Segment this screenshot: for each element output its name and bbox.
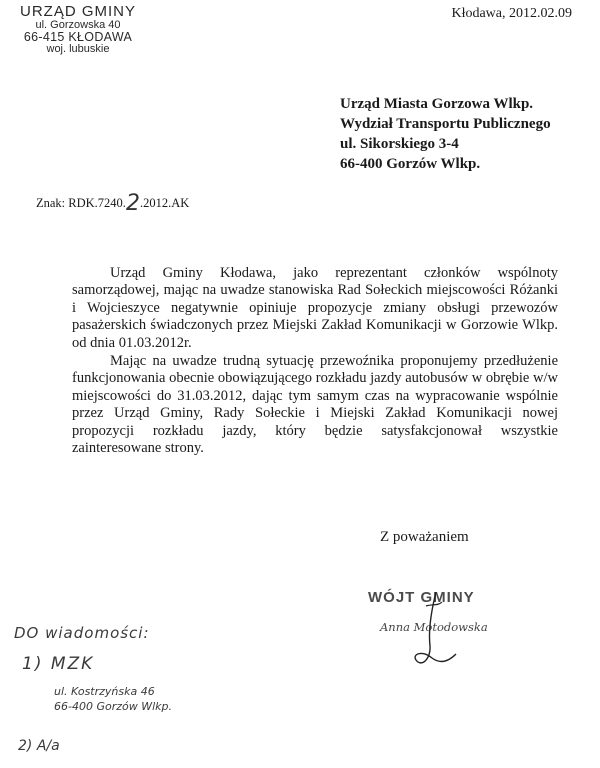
handnote-item-1: 1) MZK bbox=[22, 654, 95, 674]
reference-suffix: .2012.AK bbox=[139, 196, 190, 210]
handnote-item-2: 2) A/a bbox=[18, 738, 60, 754]
addressee-line-2: Wydział Transportu Publicznego bbox=[340, 116, 551, 132]
addressee-line-3: ul. Sikorskiego 3-4 bbox=[340, 136, 459, 152]
addressee-line-4: 66-400 Gorzów Wlkp. bbox=[340, 156, 481, 172]
reference-number bbox=[36, 191, 189, 216]
reference-prefix: Znak: RDK.7240. bbox=[36, 196, 126, 210]
addressee-line-1: Urząd Miasta Gorzowa Wlkp. bbox=[340, 96, 534, 112]
handnote-item-1-city: 66-400 Gorzów Wlkp. bbox=[54, 700, 173, 713]
reference-handwritten-number: 2 bbox=[125, 191, 140, 216]
handwritten-signature bbox=[392, 588, 462, 678]
handnote-item-1-street: ul. Kostrzyńska 46 bbox=[54, 685, 155, 698]
stamp-line-office: URZĄD GMINY bbox=[20, 3, 136, 20]
signature-stamp-name: Anna Motodowska bbox=[380, 620, 488, 634]
municipal-stamp bbox=[8, 4, 148, 56]
body-paragraph-2: Mając na uwadze trudną sytuację przewoźnika proponujemy przedłużenie funkcjonowania obecnie obowiązującego rozkładu jazdy autobusów w obrębie w/w miejscowości do 31.03.2012, dając tym samym czas na wypracowanie wspólnie przez Urząd Gminy, Rady Sołeckie i Miejski Zakład Komunikacji nowej propozycji rozkładu jazdy, który będzie satysfakcjonował wszystkie zainteresowane strony. bbox=[72, 353, 558, 457]
stamp-line-street: ul. Gorzowska 40 bbox=[35, 18, 121, 31]
closing-phrase: Z poważaniem bbox=[380, 529, 469, 545]
addressee-block bbox=[340, 94, 551, 174]
body-paragraph-1: Urząd Gminy Kłodawa, jako reprezentant członków wspólnoty samorządowej, mając na uwadze stanowiska Rad Sołeckich miejscowości Różanki i Wojcieszyce negatywnie opiniuje propozycje zmiany obsługi przewozów pasażerskich świadczonych przez Miejski Zakład Komunikacji w Gorzowie Wlkp. od dnia 01.03.2012r. bbox=[72, 265, 558, 351]
stamp-line-province: woj. lubuskie bbox=[46, 43, 110, 56]
handnote-title: DO wiadomości: bbox=[14, 624, 150, 642]
signature-stamp-title: WÓJT GMINY bbox=[368, 589, 475, 606]
letter-date: Kłodawa, 2012.02.09 bbox=[451, 6, 572, 21]
letter-body bbox=[72, 265, 558, 458]
stamp-line-city: 66-415 KŁODAWA bbox=[23, 30, 133, 45]
